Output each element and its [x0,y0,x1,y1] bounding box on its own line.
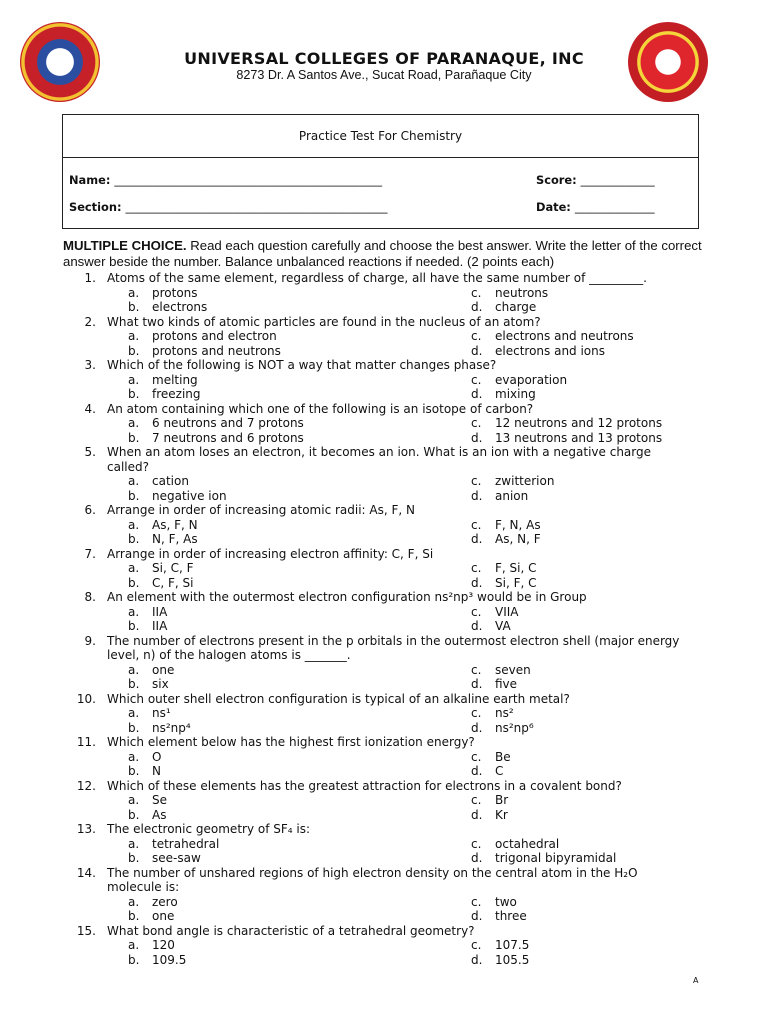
question-text: An element with the outermost electron configuration ns²np³ would be in Group [107,590,587,604]
question-text: Which outer shell electron configuration is typical of an alkaline earth metal? [107,691,570,706]
option-text: 105.5 [495,952,530,967]
date-label: Date: [536,200,571,214]
option-text: tetrahedral [152,836,220,851]
option-text: protons and electron [152,329,277,343]
question-number: 8. [84,590,96,604]
school-seal-left [20,22,100,102]
section-label: Section: [69,200,122,214]
option-text: negative ion [152,488,227,503]
option-text: C [495,764,504,778]
option-letter: d. [471,807,483,822]
score-field[interactable] [536,173,655,187]
test-title: Practice Test For Chemistry [298,129,463,143]
question-text: called? [107,459,149,474]
option-text: Be [495,749,511,764]
option-text: electrons and neutrons [495,329,634,343]
page-mark: A [693,976,699,985]
option-letter: d. [471,343,483,358]
option-letter: b. [128,909,140,923]
question-text: An atom containing which one of the following is an isotope of carbon? [107,401,534,416]
option-letter: d. [471,430,483,445]
option-text: two [495,894,517,909]
option-letter: a. [128,938,140,952]
option-letter: c. [471,706,482,720]
question-text: level, n) of the halogen atoms is _______. [107,648,351,662]
question-number: 6. [84,503,96,517]
option-letter: b. [128,343,140,358]
option-text: 6 neutrons and 7 protons [152,416,304,430]
option-letter: c. [471,836,482,851]
option-letter: d. [471,677,483,691]
option-text: evaporation [495,372,568,387]
question-text: Arrange in order of increasing electron affinity: C, F, Si [107,546,434,561]
option-letter: b. [128,619,140,633]
option-letter: c. [471,329,482,343]
option-letter: b. [128,720,140,735]
option-text: electrons and ions [495,343,606,358]
section-line: ______________________________________________ [125,200,388,214]
option-letter: d. [471,387,483,401]
question-number: 14. [76,865,96,880]
option-letter: b. [128,952,140,967]
option-letter: c. [471,285,482,300]
school-address: 8273 Dr. A Santos Ave., Sucat Road, Parañaque City [236,68,532,82]
question-number: 4. [84,401,96,416]
option-letter: c. [471,561,482,575]
option-text: 7 neutrons and 6 protons [152,430,304,445]
option-letter: d. [471,488,483,503]
option-text: VIIA [495,604,519,619]
option-text: As [152,807,167,822]
option-text: As, F, N [152,517,198,532]
question-text: Which of the following is NOT a way that matter changes phase? [107,358,497,372]
option-letter: a. [128,793,140,807]
option-text: trigonal bipyramidal [495,851,617,865]
option-letter: c. [471,749,482,764]
question-text: molecule is: [107,880,180,894]
seal-left-text: UC [51,53,69,66]
question-number: 3. [84,358,96,372]
option-text: zwitterion [495,474,555,488]
option-text: ns²np⁴ [152,720,191,735]
option-letter: d. [471,851,483,865]
instructions [63,238,723,270]
option-text: electrons [152,300,208,314]
option-letter: d. [471,764,483,778]
option-letter: d. [471,575,483,590]
test-header-box [62,114,699,229]
question-text: The number of unshared regions of high electron density on the central atom in the H₂O [107,865,638,880]
option-letter: b. [128,807,140,822]
option-letter: c. [471,938,482,952]
school-name: UNIVERSAL COLLEGES OF PARANAQUE, INC [184,49,584,68]
option-letter: d. [471,909,483,923]
option-text: IIA [152,619,168,633]
option-text: ns²np⁶ [495,720,534,735]
option-text: one [152,909,175,923]
option-text: see-saw [152,851,201,865]
option-letter: a. [128,416,140,430]
option-text: 12 neutrons and 12 protons [495,416,663,430]
option-text: six [152,677,169,691]
question-number: 2. [84,314,96,329]
option-text: three [495,909,527,923]
option-text: 120 [152,938,175,952]
option-letter: d. [471,952,483,967]
option-text: IIA [152,604,168,619]
option-letter: a. [128,329,140,343]
section-field[interactable] [69,200,387,214]
option-letter: a. [128,894,140,909]
option-letter: a. [128,836,140,851]
option-letter: c. [471,662,482,677]
date-field[interactable] [536,200,655,214]
option-letter: c. [471,372,482,387]
question-text: What bond angle is characteristic of a tetrahedral geometry? [107,923,475,938]
question-text: Which of these elements has the greatest attraction for electrons in a covalent bond? [107,778,622,793]
option-text: one [152,662,175,677]
option-letter: c. [471,604,482,619]
option-text: As, N, F [495,532,541,546]
option-text: F, N, As [495,517,541,532]
option-letter: d. [471,720,483,735]
option-letter: a. [128,372,140,387]
option-text: neutrons [495,285,549,300]
option-text: Si, F, C [495,575,537,590]
date-line: ______________ [574,200,655,214]
option-text: seven [495,662,531,677]
option-letter: c. [471,416,482,430]
option-text: N, F, As [152,532,198,546]
option-letter: a. [128,474,140,488]
option-text: ns² [495,706,514,720]
option-text: mixing [495,387,536,401]
option-text: freezing [152,387,201,401]
option-letter: a. [128,749,140,764]
question-number: 11. [76,735,96,749]
option-text: Kr [495,807,508,822]
name-field[interactable] [69,173,382,187]
option-text: N [152,764,161,778]
option-text: 107.5 [495,938,530,952]
question-text: What two kinds of atomic particles are found in the nucleus of an atom? [107,314,541,329]
option-text: protons [152,285,198,300]
option-letter: d. [471,619,483,633]
option-text: cation [152,474,189,488]
instructions-heading: MULTIPLE CHOICE. [63,238,187,253]
option-letter: d. [471,300,483,314]
option-letter: a. [128,285,140,300]
option-letter: c. [471,894,482,909]
option-letter: c. [471,474,482,488]
option-letter: a. [128,561,140,575]
option-letter: a. [128,662,140,677]
option-text: Si, C, F [152,561,194,575]
option-text: F, Si, C [495,561,537,575]
option-text: protons and neutrons [152,343,281,358]
question-number: 15. [76,923,96,938]
option-letter: a. [128,604,140,619]
option-text: octahedral [495,836,560,851]
option-letter: b. [128,387,140,401]
option-text: melting [152,372,198,387]
option-text: Se [152,793,167,807]
option-text: 109.5 [152,952,187,967]
option-letter: b. [128,430,140,445]
option-text: zero [152,894,178,909]
option-letter: b. [128,677,140,691]
option-letter: c. [471,793,482,807]
name-label: Name: [69,173,111,187]
question-text: Arrange in order of increasing atomic radii: As, F, N [107,503,416,517]
question-number: 13. [76,822,96,836]
option-letter: b. [128,764,140,778]
option-letter: b. [128,488,140,503]
option-text: five [495,677,518,691]
option-letter: b. [128,300,140,314]
question-number: 5. [84,445,96,459]
question-text: Atoms of the same element, regardless of charge, all have the same number of _________. [107,271,647,285]
option-letter: b. [128,575,140,590]
option-text: O [152,749,162,764]
name-line: _______________________________________________ [114,173,383,187]
option-text: 13 neutrons and 13 protons [495,430,663,445]
option-text: charge [495,300,537,314]
question-number: 9. [84,633,96,648]
option-text: C, F, Si [152,575,194,590]
question-text: The electronic geometry of SF₄ is: [107,822,311,836]
question-number: 7. [84,546,96,561]
question-text: Which element below has the highest first ionization energy? [107,735,475,749]
option-text: Br [495,793,509,807]
option-letter: b. [128,851,140,865]
option-letter: a. [128,517,140,532]
option-letter: d. [471,532,483,546]
option-letter: b. [128,532,140,546]
question-text: When an atom loses an electron, it becomes an ion. What is an ion with a negative charge [107,445,651,459]
option-letter: a. [128,706,140,720]
option-letter: c. [471,517,482,532]
option-text: ns¹ [152,706,171,720]
question-text: The number of electrons present in the p orbitals in the outermost electron shell (major energy [107,633,680,648]
option-text: anion [495,488,529,503]
question-number: 12. [76,778,96,793]
score-line: _____________ [580,173,655,187]
question-number: 1. [84,271,96,285]
score-label: Score: [536,173,577,187]
question-number: 10. [76,691,96,706]
box-divider [63,157,698,158]
instructions-text: Read each question carefully and choose the best answer. Write the letter of the correct answer beside the number. Balance unbalanced reactions if needed. (2 points each) [63,238,702,269]
option-text: VA [495,619,511,633]
